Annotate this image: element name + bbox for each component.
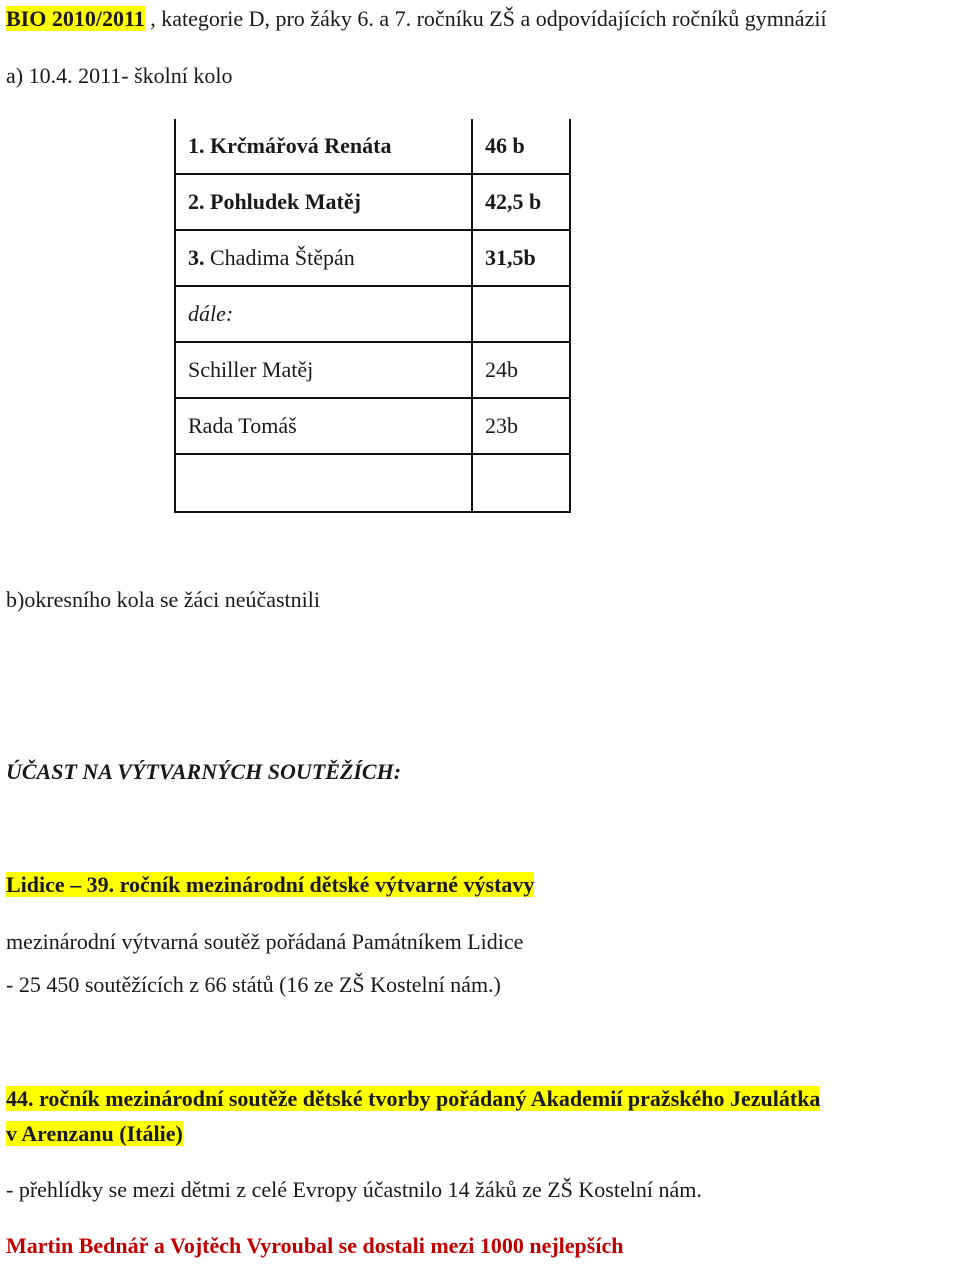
header-rest: , kategorie D, pro žáky 6. a 7. ročníku ZŠ a odpovídajících ročníků gymnázií — [144, 6, 827, 31]
arenzano-title-2: v Arenzanu (Itálie) — [6, 1121, 183, 1146]
result-points: 46 b — [485, 133, 525, 158]
result-name: Rada Tomáš — [188, 413, 297, 438]
table-row — [175, 454, 570, 512]
arenzano-title-line2 — [6, 1119, 183, 1149]
table-row — [175, 342, 570, 398]
arenzano-line1: - přehlídky se mezi dětmi z celé Evropy účastnilo 14 žáků ze ZŠ Kostelní nám. — [6, 1177, 702, 1202]
table-row — [175, 398, 570, 454]
result-name: Schiller Matěj — [188, 357, 314, 382]
result-points: 42,5 b — [485, 189, 542, 214]
result-name: 2. Pohludek Matěj — [188, 189, 361, 214]
district-round: b)okresního kola se žáci neúčastnili — [6, 587, 321, 612]
header-line — [6, 4, 827, 34]
table-row — [175, 174, 570, 230]
result-name: dále: — [188, 301, 234, 326]
school-round: a) 10.4. 2011- školní kolo — [6, 63, 233, 88]
lidice-title-line — [6, 870, 534, 900]
result-points: 23b — [485, 413, 518, 438]
result-points: 31,5b — [485, 245, 536, 270]
arenzano-title-1: 44. ročník mezinárodní soutěže dětské tvorby pořádaný Akademií pražského Jezulátka — [6, 1086, 821, 1111]
lidice-line2: - 25 450 soutěžících z 66 států (16 ze ZŠ Kostelní nám.) — [6, 972, 501, 997]
bio-year: BIO 2010/2011 — [6, 6, 145, 31]
result-rank: 3. — [188, 245, 205, 270]
lidice-line1: mezinárodní výtvarná soutěž pořádaná Památníkem Lidice — [6, 929, 524, 954]
table-row — [175, 119, 570, 174]
results-table — [174, 119, 571, 513]
result-name: 1. Krčmářová Renáta — [188, 133, 392, 158]
result-points: 24b — [485, 357, 518, 382]
arenzano-highlight: Martin Bednář a Vojtěch Vyroubal se dostali mezi 1000 nejlepších — [6, 1233, 624, 1258]
arenzano-title-line1 — [6, 1084, 820, 1114]
table-row — [175, 230, 570, 286]
art-heading: ÚČAST NA VÝTVARNÝCH SOUTĚŽÍCH: — [6, 759, 402, 784]
table-row — [175, 286, 570, 342]
lidice-title: Lidice – 39. ročník mezinárodní dětské výtvarné výstavy — [6, 872, 535, 897]
result-name: Chadima Štěpán — [204, 245, 355, 270]
